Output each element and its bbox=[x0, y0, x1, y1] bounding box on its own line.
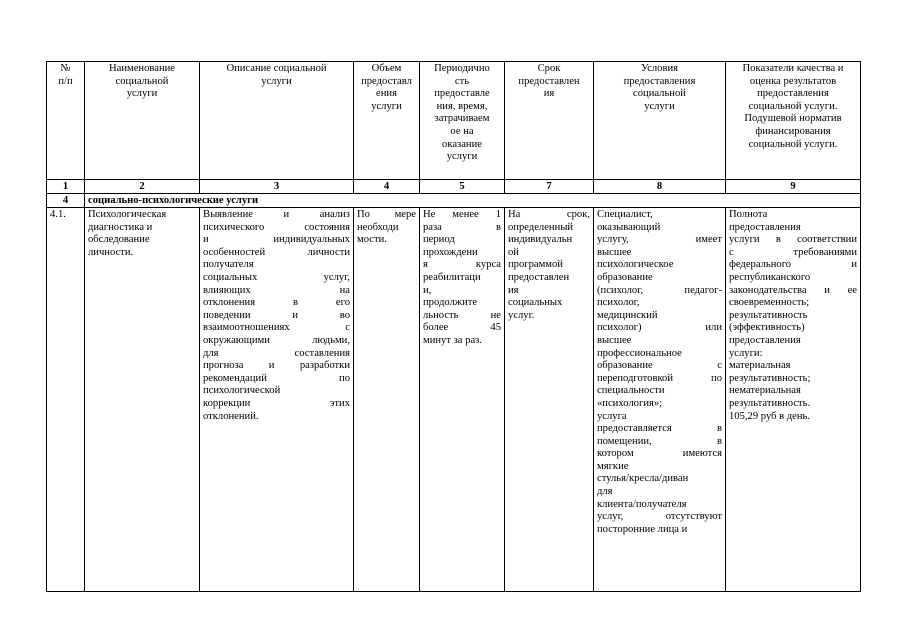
service-description bbox=[200, 208, 354, 592]
cell-line: Не менее 1 bbox=[423, 209, 501, 220]
table-row bbox=[47, 208, 861, 592]
column-number-cell: 1 bbox=[47, 180, 85, 194]
cell-line: результативность; bbox=[729, 372, 811, 384]
cell-line: образование bbox=[597, 271, 653, 283]
cell-line: и, bbox=[423, 284, 432, 296]
cell-line: для bbox=[597, 486, 613, 498]
cell-line: услуги в соответствии bbox=[729, 234, 857, 246]
cell-line: мости. bbox=[357, 234, 387, 246]
column-number-cell: 8 bbox=[594, 180, 726, 194]
cell-line: материальная bbox=[729, 360, 791, 372]
column-number-cell: 5 bbox=[420, 180, 505, 194]
cell-line: психического состояния bbox=[203, 221, 350, 233]
cell-line: и индивидуальных bbox=[203, 234, 350, 246]
cell-line: услуг, отсутствуют bbox=[597, 511, 722, 523]
cell-line: «психология»; bbox=[597, 397, 663, 409]
cell-line: помещении, в bbox=[597, 435, 722, 447]
cell-line: услугу, имеет bbox=[597, 234, 722, 246]
service-volume bbox=[354, 208, 420, 592]
section-number: 4 bbox=[47, 194, 85, 208]
service-quality bbox=[726, 208, 861, 592]
cell-line: предоставляется в bbox=[597, 423, 722, 435]
cell-line: На срок, bbox=[508, 209, 590, 220]
cell-line: профессиональное bbox=[597, 347, 682, 359]
cell-line: оказывающий bbox=[597, 221, 661, 233]
cell-line: услуг. bbox=[508, 309, 535, 321]
cell-line: предоставления bbox=[729, 334, 801, 346]
cell-line: клиента/получателя bbox=[597, 498, 687, 510]
cell-line: реабилитаци bbox=[423, 271, 481, 283]
header-cell-number: № п/п bbox=[47, 62, 85, 180]
cell-line: стулья/кресла/диван bbox=[597, 473, 689, 485]
cell-line: результативность. bbox=[729, 397, 811, 409]
cell-line: социальных услуг, bbox=[203, 271, 350, 283]
cell-line: медицинский bbox=[597, 309, 658, 321]
cell-line: Выявление и анализ bbox=[203, 209, 350, 220]
cell-line: коррекции этих bbox=[203, 397, 350, 409]
header-row bbox=[47, 62, 861, 180]
cell-line: получателя bbox=[203, 259, 254, 271]
cell-line: республиканского bbox=[729, 271, 811, 283]
cell-line: (психолог, педагог- bbox=[597, 284, 722, 296]
cell-line: ия bbox=[508, 284, 519, 296]
cell-line: психолог) или bbox=[597, 322, 722, 334]
column-number-cell: 4 bbox=[354, 180, 420, 194]
cell-line: необходи bbox=[357, 221, 399, 233]
service-conditions bbox=[594, 208, 726, 592]
cell-line: результативность bbox=[729, 309, 808, 321]
cell-line: законодательства и ее bbox=[729, 284, 857, 296]
cell-line: своевременность; bbox=[729, 297, 810, 309]
header-cell-description: Описание социальной услуги bbox=[200, 62, 354, 180]
service-term bbox=[505, 208, 594, 592]
header-cell-quality: Показатели качества и оценка результатов предоставления социальной услуги. Подушевой норматив финансирования социальной услуги. bbox=[726, 62, 861, 180]
cell-line: переподготовкой по bbox=[597, 372, 722, 384]
cell-line: социальных bbox=[508, 297, 563, 309]
cell-line: прогноза и разработки bbox=[203, 360, 350, 372]
cell-line: окружающими людьми, bbox=[203, 334, 350, 346]
cell-line: высшее bbox=[597, 334, 632, 346]
cell-line: предоставлен bbox=[508, 271, 570, 283]
header-cell-conditions: Условия предоставления социальной услуги bbox=[594, 62, 726, 180]
cell-line: 105,29 руб в день. bbox=[729, 410, 811, 422]
cell-line: индивидуальн bbox=[508, 234, 573, 246]
cell-line: с требованиями bbox=[729, 246, 857, 258]
column-number-cell: 3 bbox=[200, 180, 354, 194]
cell-line: предоставления bbox=[729, 221, 801, 233]
column-number-row bbox=[47, 180, 861, 194]
cell-line: программой bbox=[508, 259, 563, 271]
cell-line: отклонений. bbox=[203, 410, 259, 422]
service-periodicity bbox=[420, 208, 505, 592]
column-number-cell: 7 bbox=[505, 180, 594, 194]
cell-line: раза в bbox=[423, 221, 501, 233]
service-name: Психологическая диагностика и обследование личности. bbox=[85, 208, 200, 592]
cell-line: психологическое bbox=[597, 259, 674, 271]
cell-line: период bbox=[423, 234, 455, 246]
cell-line: посторонние лица и bbox=[597, 523, 688, 535]
cell-line: По мере bbox=[357, 209, 416, 220]
cell-line: услуга bbox=[597, 410, 627, 422]
cell-line: услуги: bbox=[729, 347, 763, 359]
cell-line: психологической bbox=[203, 385, 281, 397]
column-number-cell: 9 bbox=[726, 180, 861, 194]
header-cell-volume: Объем предоставл ения услуги bbox=[354, 62, 420, 180]
cell-line: отклонения в его bbox=[203, 297, 350, 309]
cell-line: прохождени bbox=[423, 246, 478, 258]
cell-line: психолог, bbox=[597, 297, 640, 309]
row-number: 4.1. bbox=[47, 208, 85, 592]
cell-line: взаимоотношениях с bbox=[203, 322, 350, 334]
column-number-cell: 2 bbox=[85, 180, 200, 194]
cell-line: котором имеются bbox=[597, 448, 722, 460]
cell-line: Специалист, bbox=[597, 209, 653, 220]
cell-line: (эффективность) bbox=[729, 322, 805, 334]
cell-line: для составления bbox=[203, 347, 350, 359]
cell-line: нематериальная bbox=[729, 385, 801, 397]
section-row bbox=[47, 194, 861, 208]
cell-line: образование с bbox=[597, 360, 722, 372]
cell-line: я курса bbox=[423, 259, 501, 271]
cell-line: более 45 bbox=[423, 322, 501, 334]
cell-line: влияющих на bbox=[203, 284, 350, 296]
header-cell-term: Срок предоставлен ия bbox=[505, 62, 594, 180]
cell-line: особенностей личности bbox=[203, 246, 350, 258]
cell-line: минут за раз. bbox=[423, 334, 482, 346]
cell-line: высшее bbox=[597, 246, 632, 258]
cell-line: специальности bbox=[597, 385, 665, 397]
cell-line: продолжите bbox=[423, 297, 478, 309]
cell-line: Полнота bbox=[729, 209, 768, 220]
header-cell-name: Наименование социальной услуги bbox=[85, 62, 200, 180]
services-table bbox=[46, 61, 861, 592]
cell-line: федерального и bbox=[729, 259, 857, 271]
cell-line: рекомендаций по bbox=[203, 372, 350, 384]
cell-line: мягкие bbox=[597, 460, 629, 472]
cell-line: определенный bbox=[508, 221, 574, 233]
cell-line: поведении и во bbox=[203, 309, 350, 321]
cell-line: ой bbox=[508, 246, 519, 258]
section-title: социально-психологические услуги bbox=[85, 194, 861, 208]
header-cell-periodicity: Периодичнo сть предоставле ния, время, затрачиваем ое на оказание услуги bbox=[420, 62, 505, 180]
cell-line: льность не bbox=[423, 309, 501, 321]
